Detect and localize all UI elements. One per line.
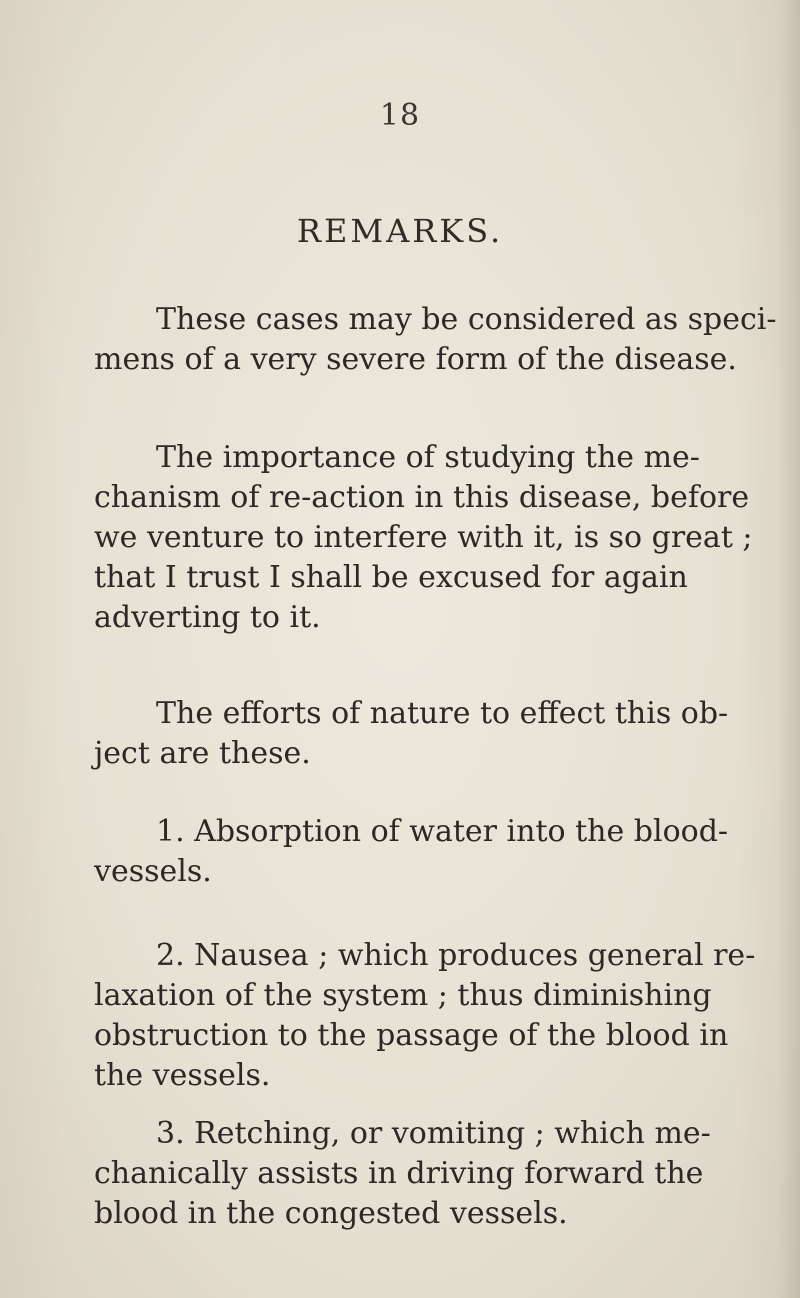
text-line: vessels. — [94, 854, 212, 889]
text-line: we venture to interfere with it, is so great ; — [94, 520, 753, 555]
paragraph-1 — [94, 300, 777, 380]
paragraph-6 — [94, 1114, 774, 1234]
text-line: ject are these. — [94, 736, 311, 771]
text-line: obstruction to the passage of the blood in — [94, 1018, 729, 1053]
text-line: The efforts of nature to effect this ob- — [156, 696, 729, 731]
text-line: The importance of studying the me- — [156, 440, 700, 475]
text-line: laxation of the system ; thus diminishing — [94, 978, 712, 1013]
text-line: 2. Nausea ; which produces general re- — [156, 938, 756, 973]
page-number: 18 — [379, 98, 421, 133]
text-line: These cases may be considered as speci- — [156, 302, 777, 337]
paragraph-2 — [94, 438, 774, 638]
paragraph-3 — [94, 694, 774, 774]
page-edge-shadow — [778, 0, 800, 1298]
text-line: adverting to it. — [94, 600, 321, 635]
text-line: blood in the congested vessels. — [94, 1196, 568, 1231]
text-line: 3. Retching, or vomiting ; which me- — [156, 1116, 711, 1151]
paragraph-5 — [94, 936, 774, 1096]
text-line: chanism of re-action in this disease, before — [94, 480, 750, 515]
text-line: the vessels. — [94, 1058, 271, 1093]
paragraph-4 — [94, 812, 774, 892]
text-line: 1. Absorption of water into the blood- — [156, 814, 729, 849]
text-line: mens of a very severe form of the disease. — [94, 342, 737, 377]
section-heading: REMARKS. — [296, 212, 504, 250]
text-line: chanically assists in driving forward the — [94, 1156, 704, 1191]
text-line: that I trust I shall be excused for again — [94, 560, 688, 595]
